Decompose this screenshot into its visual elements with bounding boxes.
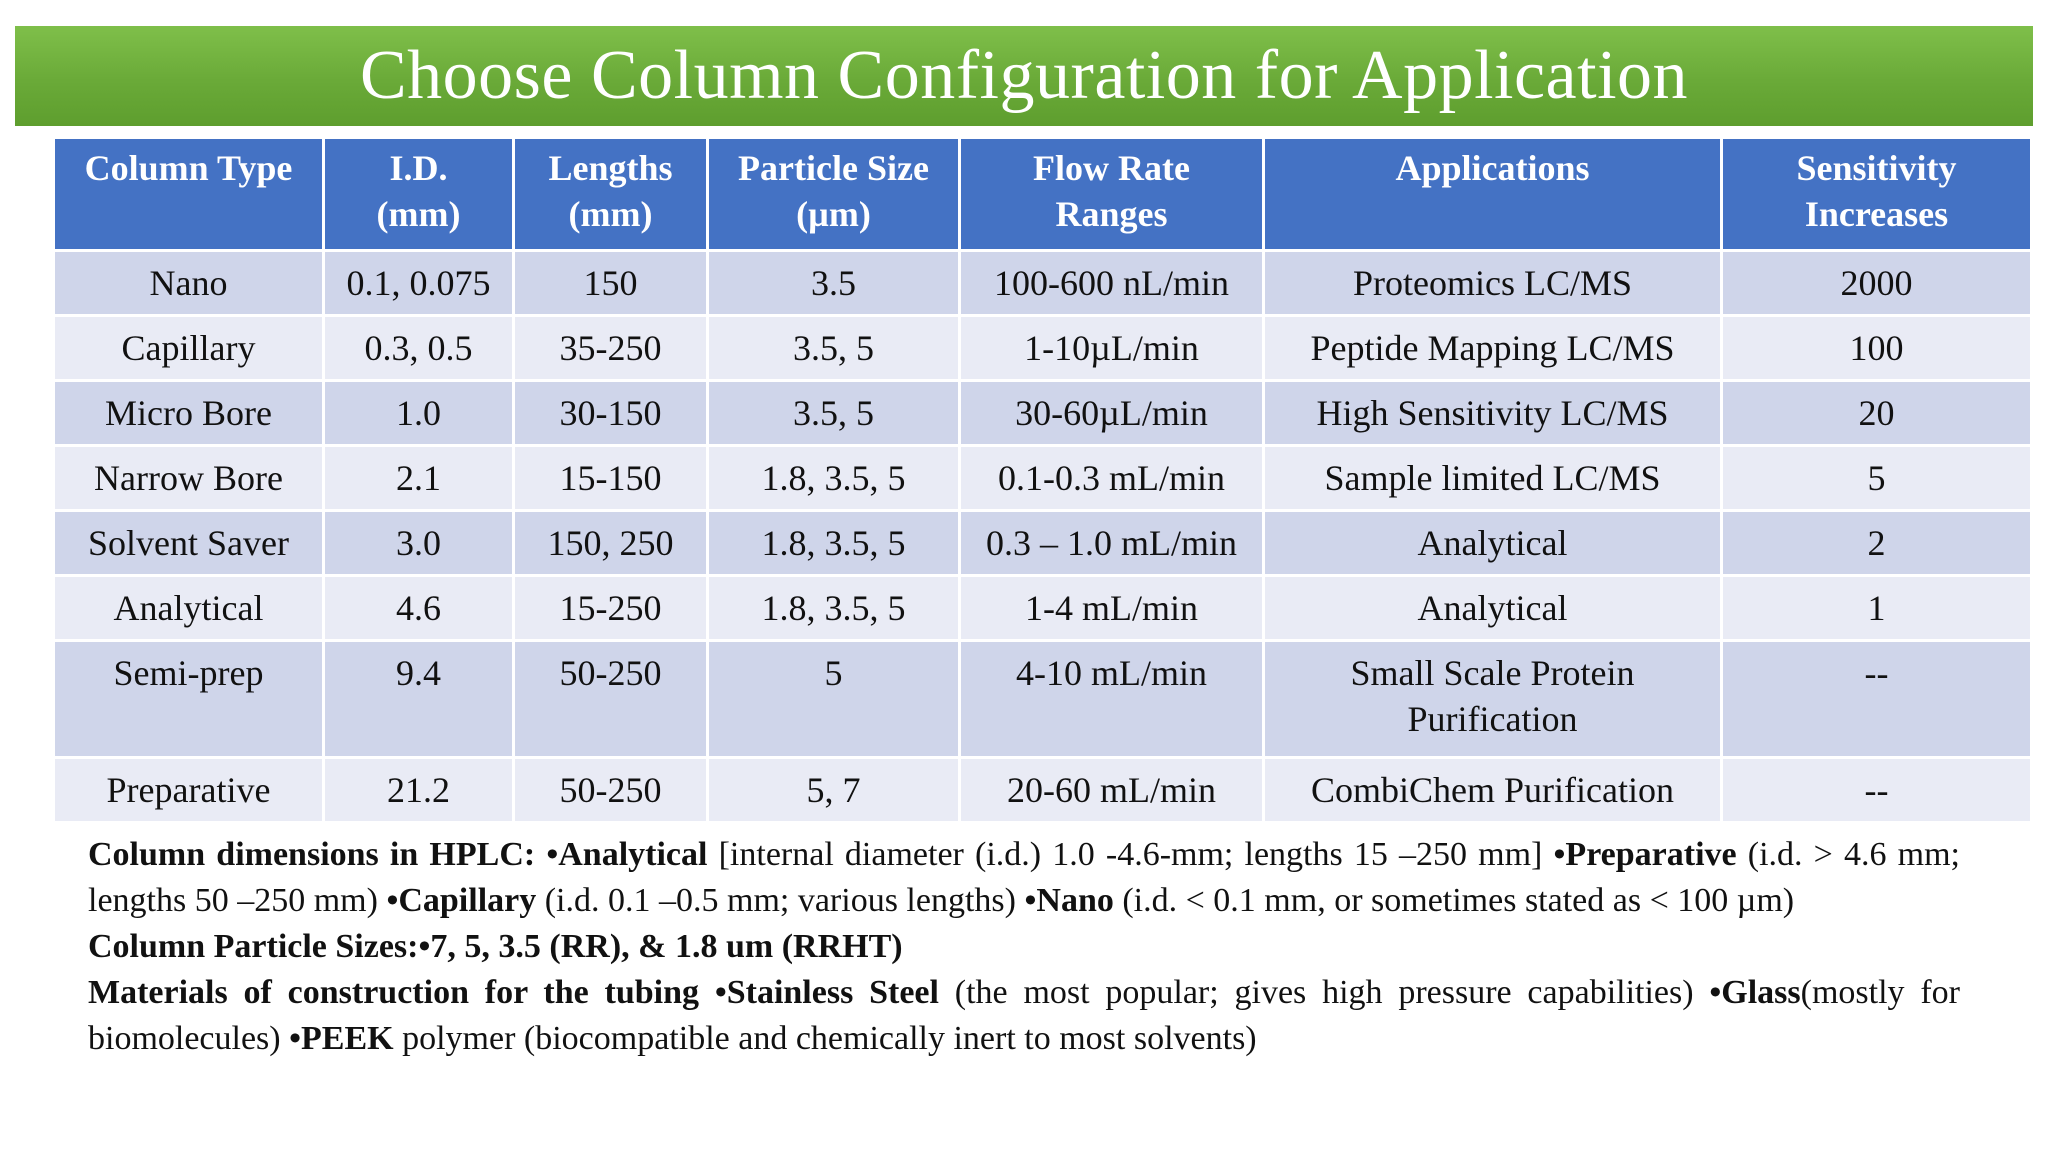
note-segment: Materials of construction for the tubing •Stainless Steel [88, 974, 939, 1011]
table-cell: 0.3, 0.5 [324, 316, 514, 381]
table-cell: 20 [1722, 381, 2032, 446]
table-cell: 2.1 [324, 446, 514, 511]
table-cell: 1.8, 3.5, 5 [708, 576, 960, 641]
table-cell: 5 [1722, 446, 2032, 511]
note-segment: (mostly for biomolecules) [88, 974, 1960, 1057]
table-row [54, 576, 2032, 641]
table-cell: 1 [1722, 576, 2032, 641]
table-row [54, 381, 2032, 446]
table-cell: 0.3 – 1.0 mL/min [960, 511, 1264, 576]
table-cell: 1.8, 3.5, 5 [708, 446, 960, 511]
table-cell: Semi-prep [54, 641, 324, 758]
note-paragraph [88, 924, 1960, 970]
table-cell: 2000 [1722, 251, 2032, 316]
column-header [960, 138, 1264, 251]
table-body [54, 251, 2032, 823]
table-cell: 9.4 [324, 641, 514, 758]
table-header-row [54, 138, 2032, 251]
table-row [54, 641, 2032, 758]
column-header [514, 138, 708, 251]
table-cell: 1.8, 3.5, 5 [708, 511, 960, 576]
table-cell: 5 [708, 641, 960, 758]
column-header-line: (mm) [568, 194, 653, 234]
table-cell: 15-150 [514, 446, 708, 511]
note-segment: •Glass [1709, 974, 1801, 1011]
table-cell: 50-250 [514, 641, 708, 758]
table-cell: Analytical [54, 576, 324, 641]
table-row [54, 758, 2032, 823]
table-cell: 1.0 [324, 381, 514, 446]
column-header-line: Sensitivity [1796, 148, 1957, 188]
table-cell: Narrow Bore [54, 446, 324, 511]
table-cell: -- [1722, 758, 2032, 823]
note-segment: [internal diameter (i.d.) 1.0 -4.6-mm; lengths 15 –250 mm] [707, 836, 1554, 873]
table-cell: Micro Bore [54, 381, 324, 446]
table-cell: 15-250 [514, 576, 708, 641]
note-segment: •Preparative [1553, 836, 1737, 873]
note-segment: •Nano [1024, 882, 1114, 919]
table-cell: 30-60µL/min [960, 381, 1264, 446]
column-header-line: Ranges [1055, 194, 1168, 234]
table-cell: 0.1-0.3 mL/min [960, 446, 1264, 511]
note-segment: Column Particle Sizes:•7, 5, 3.5 (RR), & 1.8 um (RRHT) [88, 928, 903, 965]
table-cell: 100 [1722, 316, 2032, 381]
column-header [1722, 138, 2032, 251]
table-cell: 4-10 mL/min [960, 641, 1264, 758]
table-cell: 1-10µL/min [960, 316, 1264, 381]
note-paragraph [88, 970, 1960, 1062]
note-segment: (i.d. < 0.1 mm, or sometimes stated as < 100 µm) [1113, 882, 1795, 919]
column-header-line: (mm) [376, 194, 461, 234]
note-segment: (the most popular; gives high pressure capabilities) [938, 974, 1710, 1011]
table-cell: 4.6 [324, 576, 514, 641]
table-cell: 20-60 mL/min [960, 758, 1264, 823]
table-cell: 0.1, 0.075 [324, 251, 514, 316]
column-header [54, 138, 324, 251]
column-header-line: Increases [1804, 194, 1949, 234]
table-cell: 2 [1722, 511, 2032, 576]
table-cell: 50-250 [514, 758, 708, 823]
table-cell: 1-4 mL/min [960, 576, 1264, 641]
column-header-line: Lengths [548, 148, 673, 188]
note-segment: polymer (biocompatible and chemically inert to most solvents) [393, 1020, 1257, 1057]
column-header-line: (µm) [796, 194, 871, 234]
table-cell: 3.5, 5 [708, 316, 960, 381]
note-segment: •PEEK [289, 1020, 394, 1057]
table-cell: CombiChem Purification [1264, 758, 1722, 823]
table-cell: 21.2 [324, 758, 514, 823]
table-cell: 3.5 [708, 251, 960, 316]
table-cell: Nano [54, 251, 324, 316]
column-header-line: Column Type [84, 148, 293, 188]
table-row [54, 446, 2032, 511]
notes-section [88, 832, 1960, 1062]
table-cell: 150, 250 [514, 511, 708, 576]
page-title: Choose Column Configuration for Application [359, 37, 1689, 114]
table-cell: 100-600 nL/min [960, 251, 1264, 316]
column-header-line: I.D. [389, 148, 448, 188]
table-cell: Preparative [54, 758, 324, 823]
table-cell: 3.5, 5 [708, 381, 960, 446]
table-cell: -- [1722, 641, 2032, 758]
table-cell: 30-150 [514, 381, 708, 446]
column-header-line: Flow Rate [1033, 148, 1190, 188]
table-cell: Analytical [1264, 576, 1722, 641]
table-cell: High Sensitivity LC/MS [1264, 381, 1722, 446]
table-cell: 3.0 [324, 511, 514, 576]
table-row [54, 251, 2032, 316]
table-row [54, 316, 2032, 381]
note-segment: (i.d. > 4.6 mm; lengths 50 –250 mm) [88, 836, 1960, 919]
note-segment: Column dimensions in HPLC: •Analytical [88, 836, 708, 873]
table-cell: Analytical [1264, 511, 1722, 576]
table-cell: 35-250 [514, 316, 708, 381]
column-header-line: Applications [1395, 148, 1590, 188]
table-cell: Solvent Saver [54, 511, 324, 576]
column-header [324, 138, 514, 251]
table-cell: Small Scale Protein Purification [1264, 641, 1722, 758]
table-cell: 5, 7 [708, 758, 960, 823]
table-cell: Peptide Mapping LC/MS [1264, 316, 1722, 381]
table-cell: Sample limited LC/MS [1264, 446, 1722, 511]
column-config-table [52, 136, 2033, 824]
note-paragraph [88, 832, 1960, 924]
table-cell: Proteomics LC/MS [1264, 251, 1722, 316]
table-cell: 150 [514, 251, 708, 316]
table-cell: Capillary [54, 316, 324, 381]
column-header [1264, 138, 1722, 251]
column-header [708, 138, 960, 251]
note-segment: (i.d. 0.1 –0.5 mm; various lengths) [536, 882, 1025, 919]
note-segment: •Capillary [386, 882, 537, 919]
title-banner [15, 26, 2033, 126]
column-header-line: Particle Size [738, 148, 929, 188]
table-row [54, 511, 2032, 576]
